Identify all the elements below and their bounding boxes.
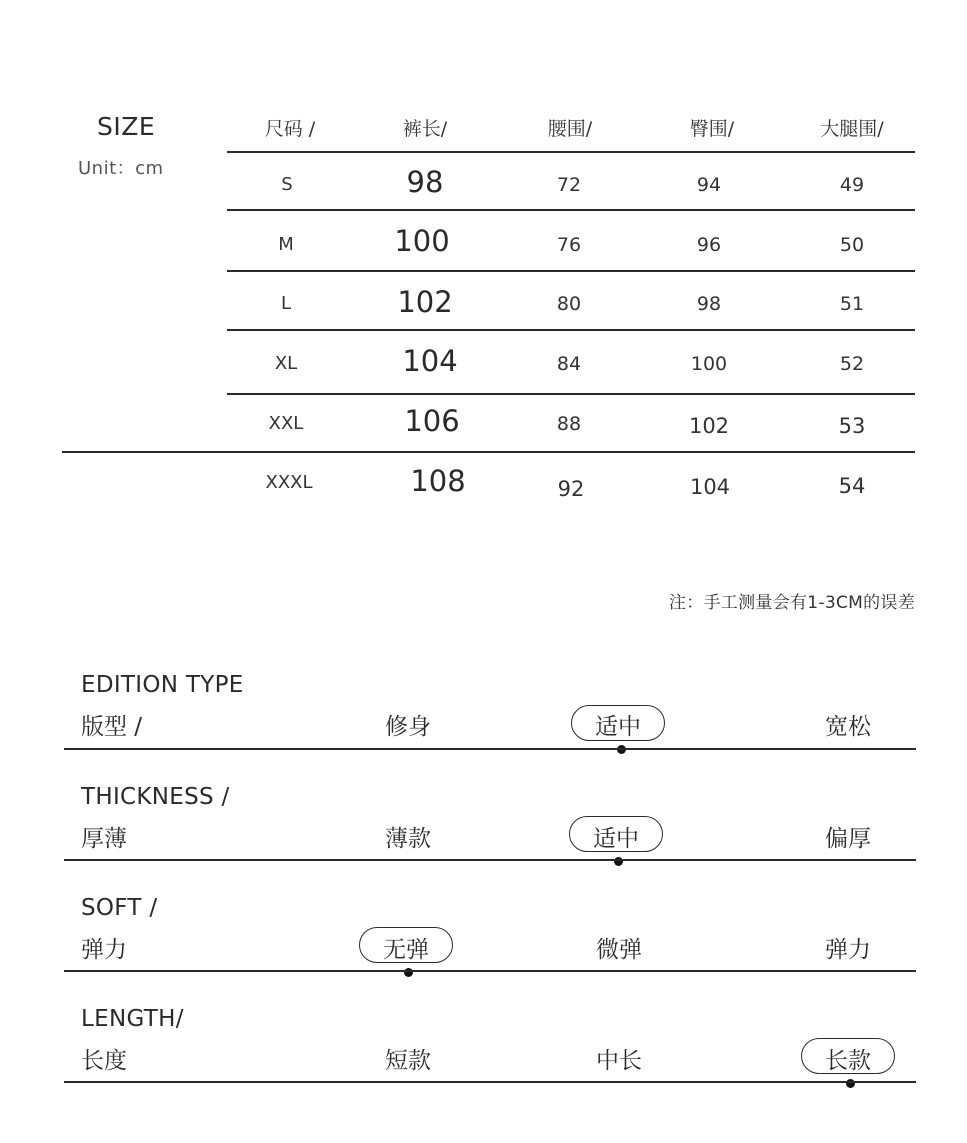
table-cell: 72 <box>556 174 582 196</box>
attr-rule <box>64 970 916 972</box>
table-cell: 76 <box>556 234 582 256</box>
table-rule <box>62 451 915 453</box>
table-cell: 54 <box>838 474 866 498</box>
header-waist: 腰围/ <box>547 118 593 140</box>
header-thigh: 大腿围/ <box>820 118 884 140</box>
table-cell: 94 <box>696 174 722 196</box>
size-title: SIZE <box>97 112 156 141</box>
table-cell: 88 <box>556 413 582 435</box>
option-label: 弹力 <box>825 937 871 963</box>
table-cell: 92 <box>557 477 585 501</box>
attr-soft-zh: 弹力 <box>81 937 127 963</box>
option-label: 修身 <box>385 714 431 740</box>
table-rule <box>227 329 915 331</box>
table-cell: 84 <box>556 353 582 375</box>
table-cell: L <box>280 293 292 314</box>
attr-rule <box>64 1081 916 1083</box>
option-label: 适中 <box>593 826 639 852</box>
table-cell: 102 <box>688 414 730 438</box>
table-cell: XXXL <box>265 472 313 493</box>
attr-length-zh: 长度 <box>81 1048 127 1074</box>
size-unit-label: Unit：cm <box>78 158 164 179</box>
attr-edition-en: EDITION TYPE <box>81 672 244 698</box>
header-size: 尺码 / <box>264 118 316 140</box>
table-rule <box>227 209 915 211</box>
table-cell: 53 <box>838 414 866 438</box>
table-cell: 98 <box>696 293 722 315</box>
table-cell: XXL <box>268 413 304 434</box>
table-cell: 100 <box>394 224 450 258</box>
table-cell: 106 <box>404 404 460 438</box>
table-cell: 80 <box>556 293 582 315</box>
attr-rule <box>64 748 916 750</box>
table-cell: 51 <box>839 293 865 315</box>
option-label: 偏厚 <box>825 826 871 852</box>
attr-thickness-zh: 厚薄 <box>81 826 127 852</box>
table-cell: M <box>278 234 294 255</box>
measurement-note: 注：手工测量会有1-3CM的误差 <box>668 593 915 613</box>
option-label: 长款 <box>825 1048 871 1074</box>
table-cell: 50 <box>839 234 865 256</box>
attr-thickness-en: THICKNESS / <box>81 784 230 810</box>
option-label: 宽松 <box>825 714 871 740</box>
table-cell: 100 <box>690 353 728 375</box>
table-cell: 96 <box>696 234 722 256</box>
table-cell: 102 <box>397 285 453 319</box>
table-cell: 98 <box>406 165 444 199</box>
table-cell: 104 <box>402 344 458 378</box>
table-cell: 104 <box>689 475 731 499</box>
attr-edition-zh: 版型 / <box>81 714 143 740</box>
table-rule <box>227 270 915 272</box>
table-rule <box>227 393 915 395</box>
table-rule <box>227 151 915 153</box>
attr-length-en: LENGTH/ <box>81 1006 184 1032</box>
table-cell: 52 <box>839 353 865 375</box>
header-hip: 臀围/ <box>689 118 735 140</box>
header-pants-length: 裤长/ <box>402 118 448 140</box>
table-cell: XL <box>274 353 298 374</box>
option-label: 短款 <box>385 1048 431 1074</box>
option-label: 适中 <box>595 714 641 740</box>
option-label: 无弹 <box>383 937 429 963</box>
table-cell: 108 <box>410 464 466 498</box>
option-label: 微弹 <box>596 937 642 963</box>
option-label: 中长 <box>596 1048 642 1074</box>
attr-soft-en: SOFT / <box>81 895 158 921</box>
option-label: 薄款 <box>385 826 431 852</box>
attr-rule <box>64 859 916 861</box>
table-cell: S <box>281 174 293 195</box>
table-cell: 49 <box>839 174 865 196</box>
